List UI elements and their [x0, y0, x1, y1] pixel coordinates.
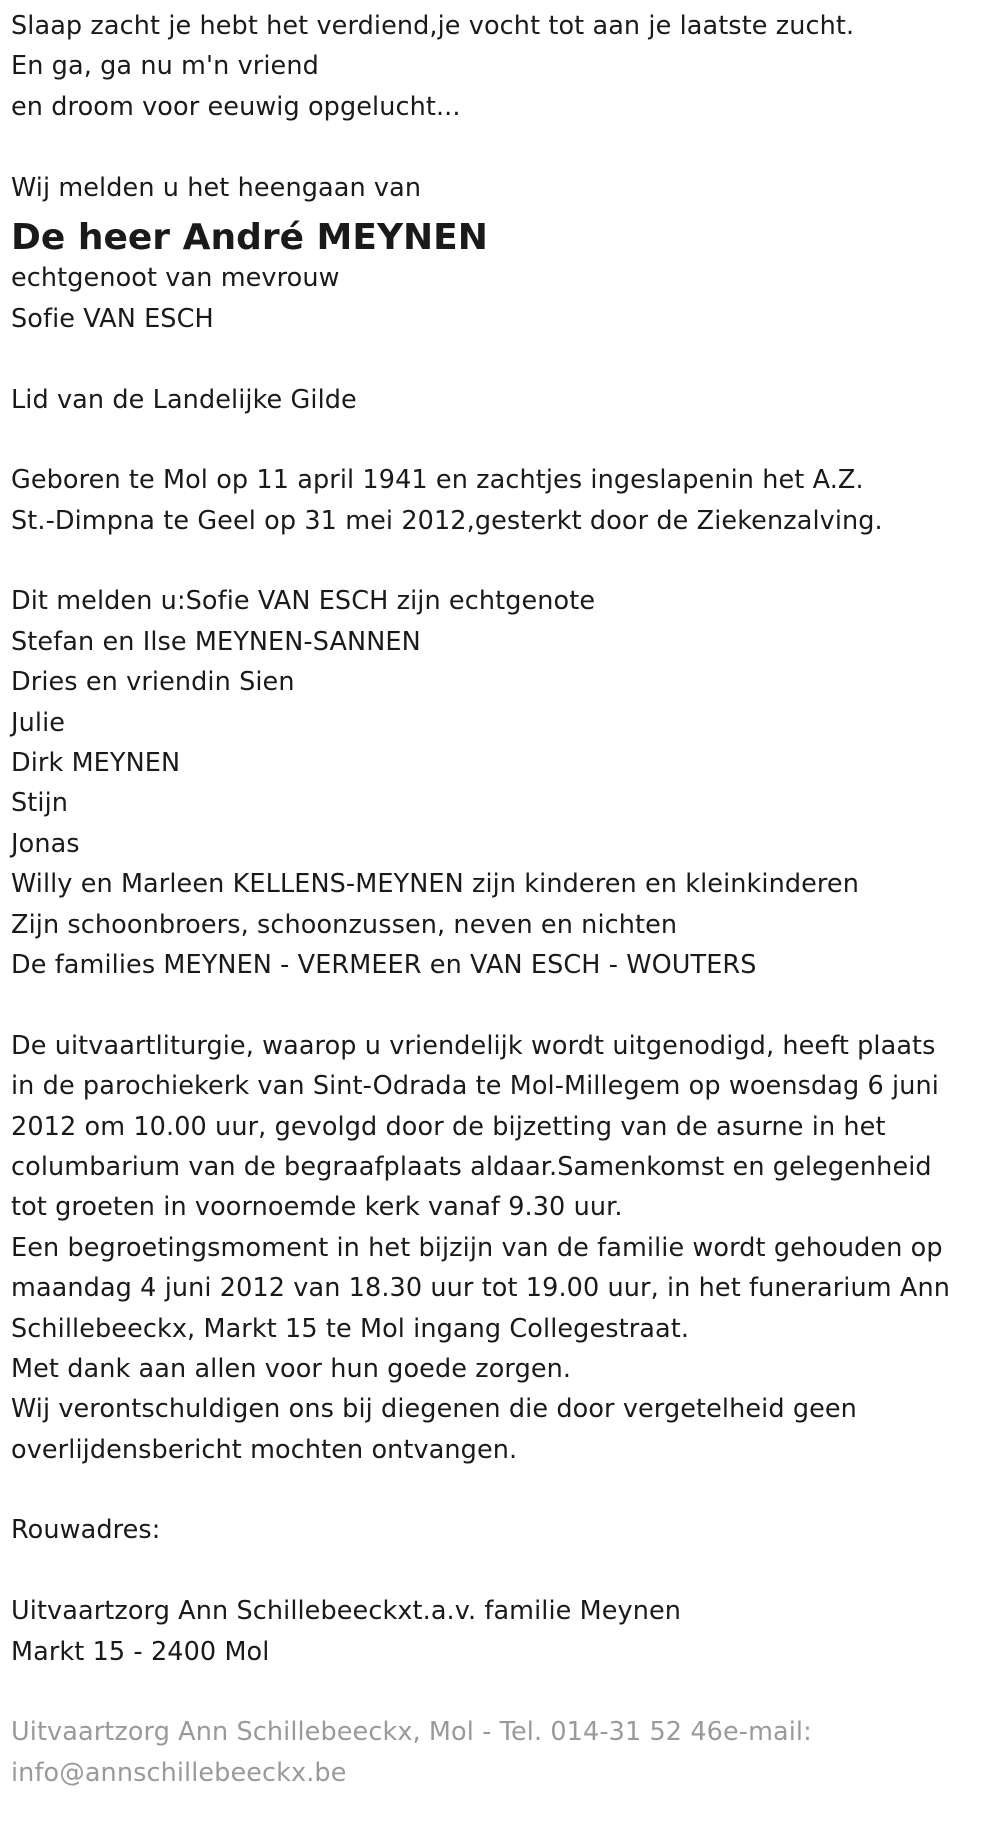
- spouse-line: echtgenoot van mevrouw: [11, 263, 340, 294]
- details-line: Schillebeeckx, Markt 15 te Mol ingang Collegestraat.: [11, 1313, 690, 1344]
- family-line: Dirk MEYNEN: [11, 748, 181, 779]
- spacer: [11, 541, 989, 581]
- announcement: Wij melden u het heengaan van: [11, 172, 422, 203]
- footer: [11, 1712, 989, 1793]
- family-line: Stefan en Ilse MEYNEN-SANNEN: [11, 626, 421, 657]
- family-line: Dit melden u:Sofie VAN ESCH zijn echtgenote: [11, 586, 596, 617]
- poem-line: Slaap zacht je hebt het verdiend,je vocht tot aan je laatste zucht.: [11, 11, 855, 41]
- family-line: De families MEYNEN - VERMEER en VAN ESCH - WOUTERS: [11, 949, 757, 980]
- birth-death-line: Geboren te Mol op 11 april 1941 en zachtjes ingeslapenin het A.Z.: [11, 465, 864, 496]
- spacer: [11, 420, 989, 460]
- spacer: [11, 127, 989, 167]
- address-line: Uitvaartzorg Ann Schillebeeckxt.a.v. familie Meynen: [11, 1596, 682, 1627]
- details-line: tot groeten in voornoemde kerk vanaf 9.30 uur.: [11, 1192, 623, 1223]
- details-line: De uitvaartliturgie, waarop u vriendelijk wordt uitgenodigd, heeft plaats: [11, 1030, 936, 1061]
- poem: [11, 6, 989, 127]
- details-line: Met dank aan allen voor hun goede zorgen.: [11, 1353, 572, 1384]
- family-line: Julie: [11, 707, 66, 738]
- spouse-name: Sofie VAN ESCH: [11, 303, 214, 334]
- family-line: Dries en vriendin Sien: [11, 667, 295, 698]
- family-line: Zijn schoonbroers, schoonzussen, neven en nichten: [11, 909, 678, 940]
- mourning-address: [11, 1591, 989, 1672]
- family-list: [11, 581, 989, 985]
- spacer: [11, 1551, 989, 1591]
- membership: Lid van de Landelijke Gilde: [11, 384, 357, 415]
- footer-contact: Uitvaartzorg Ann Schillebeeckx, Mol - Tel. 014-31 52 46e-mail:: [11, 1717, 812, 1748]
- details-line: in de parochiekerk van Sint-Odrada te Mol-Millegem op woensdag 6 juni: [11, 1071, 939, 1102]
- details-line: 2012 om 10.00 uur, gevolgd door de bijzetting van de asurne in het: [11, 1111, 886, 1142]
- family-line: Willy en Marleen KELLENS-MEYNEN zijn kinderen en kleinkinderen: [11, 869, 859, 900]
- poem-line: en droom voor eeuwig opgelucht...: [11, 91, 461, 122]
- details-line: Een begroetingsmoment in het bijzijn van de familie wordt gehouden op: [11, 1232, 943, 1263]
- birth-death-line: St.-Dimpna te Geel op 31 mei 2012,gesterkt door de Ziekenzalving.: [11, 505, 883, 536]
- spacer: [11, 1470, 989, 1510]
- footer-email: info@annschillebeeckx.be: [11, 1757, 347, 1788]
- birth-death-info: [11, 460, 989, 541]
- details-line: columbarium van de begraafplaats aldaar.Samenkomst en gelegenheid: [11, 1151, 932, 1182]
- details-line: Wij verontschuldigen ons bij diegenen die door vergetelheid geen: [11, 1394, 857, 1425]
- poem-line: En ga, ga nu m'n vriend: [11, 51, 319, 82]
- family-line: Stijn: [11, 788, 69, 819]
- family-line: Jonas: [11, 828, 80, 859]
- funeral-details: [11, 1026, 989, 1470]
- deceased-name: De heer André MEYNEN: [11, 216, 488, 258]
- spacer: [11, 985, 989, 1025]
- spacer: [11, 1672, 989, 1712]
- details-line: overlijdensbericht mochten ontvangen.: [11, 1434, 518, 1465]
- spacer: [11, 339, 989, 379]
- address-line: Markt 15 - 2400 Mol: [11, 1636, 270, 1667]
- details-line: maandag 4 juni 2012 van 18.30 uur tot 19.00 uur, in het funerarium Ann: [11, 1273, 950, 1304]
- address-label: Rouwadres:: [11, 1515, 161, 1546]
